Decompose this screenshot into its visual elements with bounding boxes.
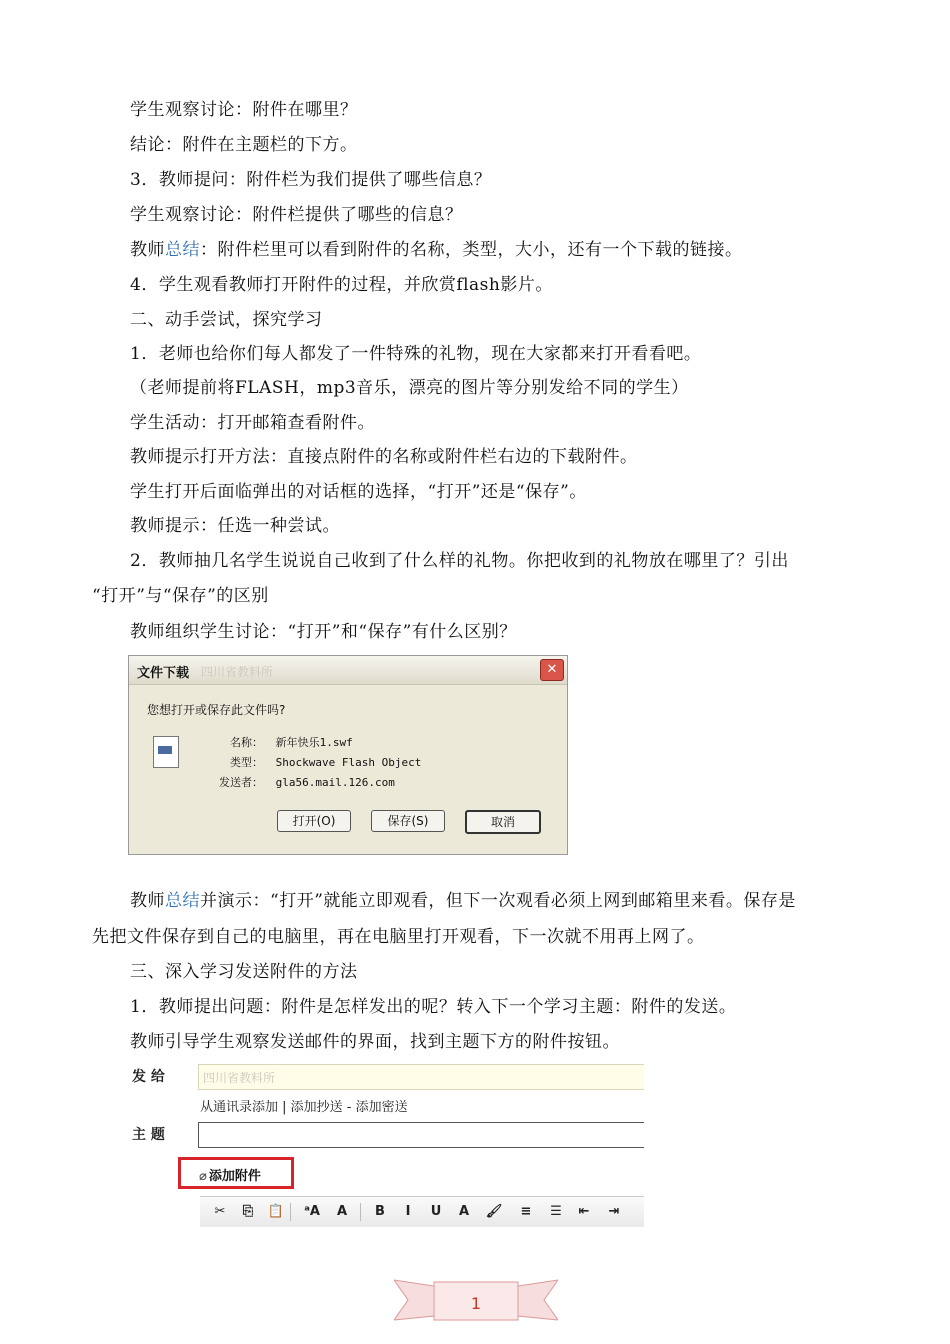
page-number: 1 — [470, 1294, 482, 1313]
text-segment: 并演示：“打开”就能立即观看，但下一次观看必须上网到邮箱里来看。保存是 — [200, 891, 796, 911]
text-line — [130, 961, 358, 983]
text-segment: 学生观察讨论：附件栏提供了哪些的信息？ — [130, 205, 463, 225]
subject-input[interactable] — [198, 1122, 644, 1148]
file-sender-label: 发送者： — [219, 776, 263, 789]
cancel-button[interactable]: 取消 — [465, 810, 541, 834]
bold-icon[interactable]: B — [375, 1204, 385, 1219]
highlighted-term: 总结 — [165, 891, 200, 911]
font-icon[interactable]: ᵃA — [303, 1204, 320, 1219]
text-segment: “打开”与“保存”的区别 — [92, 586, 269, 606]
text-segment: 1．教师提出问题：附件是怎样发出的呢？转入下一个学习主题：附件的发送。 — [130, 997, 737, 1017]
file-type-row — [221, 754, 421, 770]
file-name-value: 新年快乐1.swf — [275, 736, 353, 749]
compose-watermark: 四川省教料所 — [203, 1071, 276, 1085]
text-line — [130, 481, 587, 503]
text-segment: 1．老师也给你们每人都发了一件特殊的礼物，现在大家都来打开看看吧。 — [130, 344, 702, 364]
editor-toolbar — [200, 1196, 644, 1227]
file-name-row — [221, 734, 353, 750]
text-line — [130, 890, 796, 912]
attach-highlight-box — [178, 1157, 294, 1189]
text-line — [130, 377, 689, 399]
add-attachment-button[interactable] — [199, 1165, 261, 1184]
text-line — [130, 239, 743, 261]
file-sender-value: gla56.mail.126.com — [275, 776, 395, 789]
text-segment: 三、深入学习发送附件的方法 — [130, 962, 358, 982]
text-segment: 学生观察讨论：附件在哪里？ — [130, 100, 358, 120]
to-label: 发 给 — [132, 1069, 165, 1085]
text-line — [130, 309, 323, 331]
dialog-title: 文件下载 — [137, 666, 190, 681]
file-name-label: 名称： — [230, 736, 263, 749]
copy-icon[interactable]: ⎘ — [242, 1204, 254, 1219]
file-type-value: Shockwave Flash Object — [275, 756, 422, 769]
outdent-icon[interactable]: ⇤ — [578, 1204, 590, 1219]
text-segment: 教师组织学生讨论：“打开”和“保存”有什么区别？ — [130, 622, 517, 642]
file-download-dialog — [128, 655, 568, 855]
text-segment: 学生打开后面临弹出的对话框的选择，“打开”还是“保存”。 — [130, 482, 587, 502]
close-icon[interactable]: ✕ — [540, 659, 564, 681]
text-line — [130, 1031, 620, 1053]
indent-icon[interactable]: ⇥ — [608, 1204, 620, 1219]
highlighted-term: 总结 — [165, 240, 200, 260]
text-segment: 学生活动：打开邮箱查看附件。 — [130, 413, 375, 433]
text-segment: （老师提前将FLASH，mp3音乐，漂亮的图片等分别发给不同的学生） — [130, 378, 689, 398]
text-line — [130, 621, 517, 643]
text-line — [130, 550, 789, 572]
text-segment: 教师提示打开方法：直接点附件的名称或附件栏右边的下载附件。 — [130, 447, 638, 467]
cut-icon[interactable]: ✂ — [214, 1204, 226, 1219]
text-line — [130, 343, 701, 365]
font-color-icon[interactable]: A — [458, 1204, 470, 1219]
text-segment: 教师 — [130, 240, 165, 260]
text-line — [130, 204, 463, 226]
paperclip-icon: ⌀ — [199, 1169, 207, 1184]
text-segment: 教师 — [130, 891, 165, 911]
text-line — [130, 446, 638, 468]
text-segment: 先把文件保存到自己的电脑里，再在电脑里打开观看，下一次就不用再上网了。 — [92, 927, 705, 947]
text-line — [92, 585, 269, 607]
text-segment: 二、动手尝试，探究学习 — [130, 310, 323, 330]
text-segment: ：附件栏里可以看到附件的名称，类型，大小，还有一个下载的链接。 — [200, 240, 743, 260]
text-line — [130, 99, 358, 121]
open-button[interactable]: 打开(O) — [277, 810, 351, 832]
page-number-badge — [394, 1272, 558, 1328]
highlight-icon[interactable]: 🖌 — [485, 1204, 503, 1219]
toolbar-separator — [290, 1203, 291, 1221]
compose-mail-panel — [128, 1062, 644, 1228]
align-icon[interactable]: ≡ — [520, 1204, 532, 1219]
underline-icon[interactable]: U — [430, 1204, 442, 1219]
text-line — [130, 134, 358, 156]
italic-icon[interactable]: I — [405, 1204, 411, 1219]
text-line — [130, 412, 375, 434]
paste-icon[interactable]: 📋 — [267, 1204, 285, 1219]
dialog-watermark: 四川省教料所 — [201, 665, 274, 679]
address-links[interactable]: 从通讯录添加 | 添加抄送 - 添加密送 — [200, 1100, 408, 1115]
text-segment: 4．学生观看教师打开附件的过程，并欣赏flash影片。 — [130, 275, 553, 295]
add-attachment-label: 添加附件 — [208, 1169, 261, 1184]
file-type-label: 类型： — [230, 756, 263, 769]
to-input[interactable] — [198, 1064, 644, 1090]
text-line — [130, 274, 553, 296]
text-segment: 2．教师抽几名学生说说自己收到了什么样的礼物。你把收到的礼物放在哪里了？引出 — [130, 551, 789, 571]
toolbar-separator — [360, 1203, 361, 1221]
font-size-icon[interactable]: A — [336, 1204, 348, 1219]
text-line — [130, 169, 491, 191]
text-line — [92, 926, 705, 948]
dialog-titlebar — [129, 656, 567, 685]
flash-file-icon — [153, 736, 179, 768]
text-line — [130, 996, 736, 1018]
text-segment: 教师提示：任选一种尝试。 — [130, 516, 340, 536]
text-segment: 3．教师提问：附件栏为我们提供了哪些信息？ — [130, 170, 492, 190]
list-icon[interactable]: ☰ — [550, 1204, 562, 1219]
save-button[interactable]: 保存(S) — [371, 810, 445, 832]
text-line — [130, 515, 340, 537]
text-segment: 结论：附件在主题栏的下方。 — [130, 135, 358, 155]
dialog-question: 您想打开或保存此文件吗? — [147, 703, 286, 717]
file-sender-row — [207, 774, 395, 790]
subject-label: 主 题 — [132, 1127, 165, 1143]
text-segment: 教师引导学生观察发送邮件的界面，找到主题下方的附件按钮。 — [130, 1032, 620, 1052]
